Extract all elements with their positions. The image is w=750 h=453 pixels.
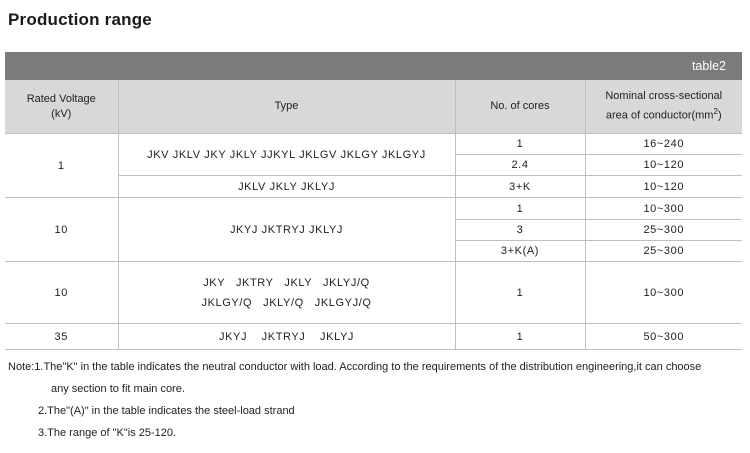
page-title: Production range	[8, 10, 152, 29]
table-caption-bar	[5, 52, 742, 80]
header-cores: No. of cores	[455, 80, 585, 134]
voltage-cell: 35	[5, 324, 118, 350]
area-cell: 50~300	[585, 324, 742, 350]
notes	[8, 359, 701, 447]
table-row	[5, 324, 742, 350]
type-cell: JKV JKLV JKY JKLY JJKYL JKLGV JKLGY JKLGYJ	[118, 134, 455, 176]
header-voltage-unit: (kV)	[51, 107, 72, 120]
cores-cell: 2.4	[455, 155, 585, 176]
header-voltage-label: Rated Voltage	[26, 92, 96, 105]
note-line-1-cont: any section to fit main core.	[51, 383, 185, 395]
area-cell: 10~120	[585, 176, 742, 198]
area-cell: 16~240	[585, 134, 742, 155]
table-row	[5, 198, 742, 220]
cores-cell: 1	[455, 324, 585, 350]
cores-cell: 3	[455, 220, 585, 241]
note-line-1: Note:1.The"K" in the table indicates the neutral conductor with load. According to the requirements of the distribution engineering,it can choose	[8, 361, 702, 373]
table-tag: table2	[691, 59, 726, 73]
cores-cell: 3+K	[455, 176, 585, 198]
type-line: JKLGY/Q JKLY/Q JKLGYJ/Q	[201, 296, 372, 309]
type-cell: JKYJ JKTRYJ JKLYJ	[118, 324, 455, 350]
header-rated-voltage	[5, 80, 118, 134]
area-cell: 25~300	[585, 241, 742, 262]
header-area-line1: Nominal cross-sectional	[605, 90, 723, 103]
header-area-line2: area of $conductor(mm^2)$	[605, 107, 722, 122]
header-type: Type	[118, 80, 455, 134]
type-cell	[118, 262, 455, 324]
cores-cell: 1	[455, 134, 585, 155]
voltage-cell: 10	[5, 198, 118, 262]
area-cell: 25~300	[585, 220, 742, 241]
cores-cell: 3+K(A)	[455, 241, 585, 262]
note-line-2: 2.The"(A)" in the table indicates the steel-load strand	[38, 405, 295, 417]
note-line-3: 3.The range of "K"is 25-120.	[38, 427, 177, 439]
table-row	[5, 134, 742, 155]
type-line: JKY JKTRY JKLY JKLYJ/Q	[203, 276, 370, 289]
area-cell: 10~300	[585, 198, 742, 220]
cores-cell: 1	[455, 198, 585, 220]
type-cell: JKYJ JKTRYJ JKLYJ	[118, 198, 455, 262]
voltage-cell: 10	[5, 262, 118, 324]
table-row	[5, 262, 742, 324]
voltage-cell: 1	[5, 134, 118, 198]
cores-cell: 1	[455, 262, 585, 324]
header-area	[585, 80, 742, 134]
area-cell: 10~300	[585, 262, 742, 324]
production-range-table	[5, 80, 742, 350]
area-cell: 10~120	[585, 155, 742, 176]
type-cell: JKLV JKLY JKLYJ	[118, 176, 455, 198]
